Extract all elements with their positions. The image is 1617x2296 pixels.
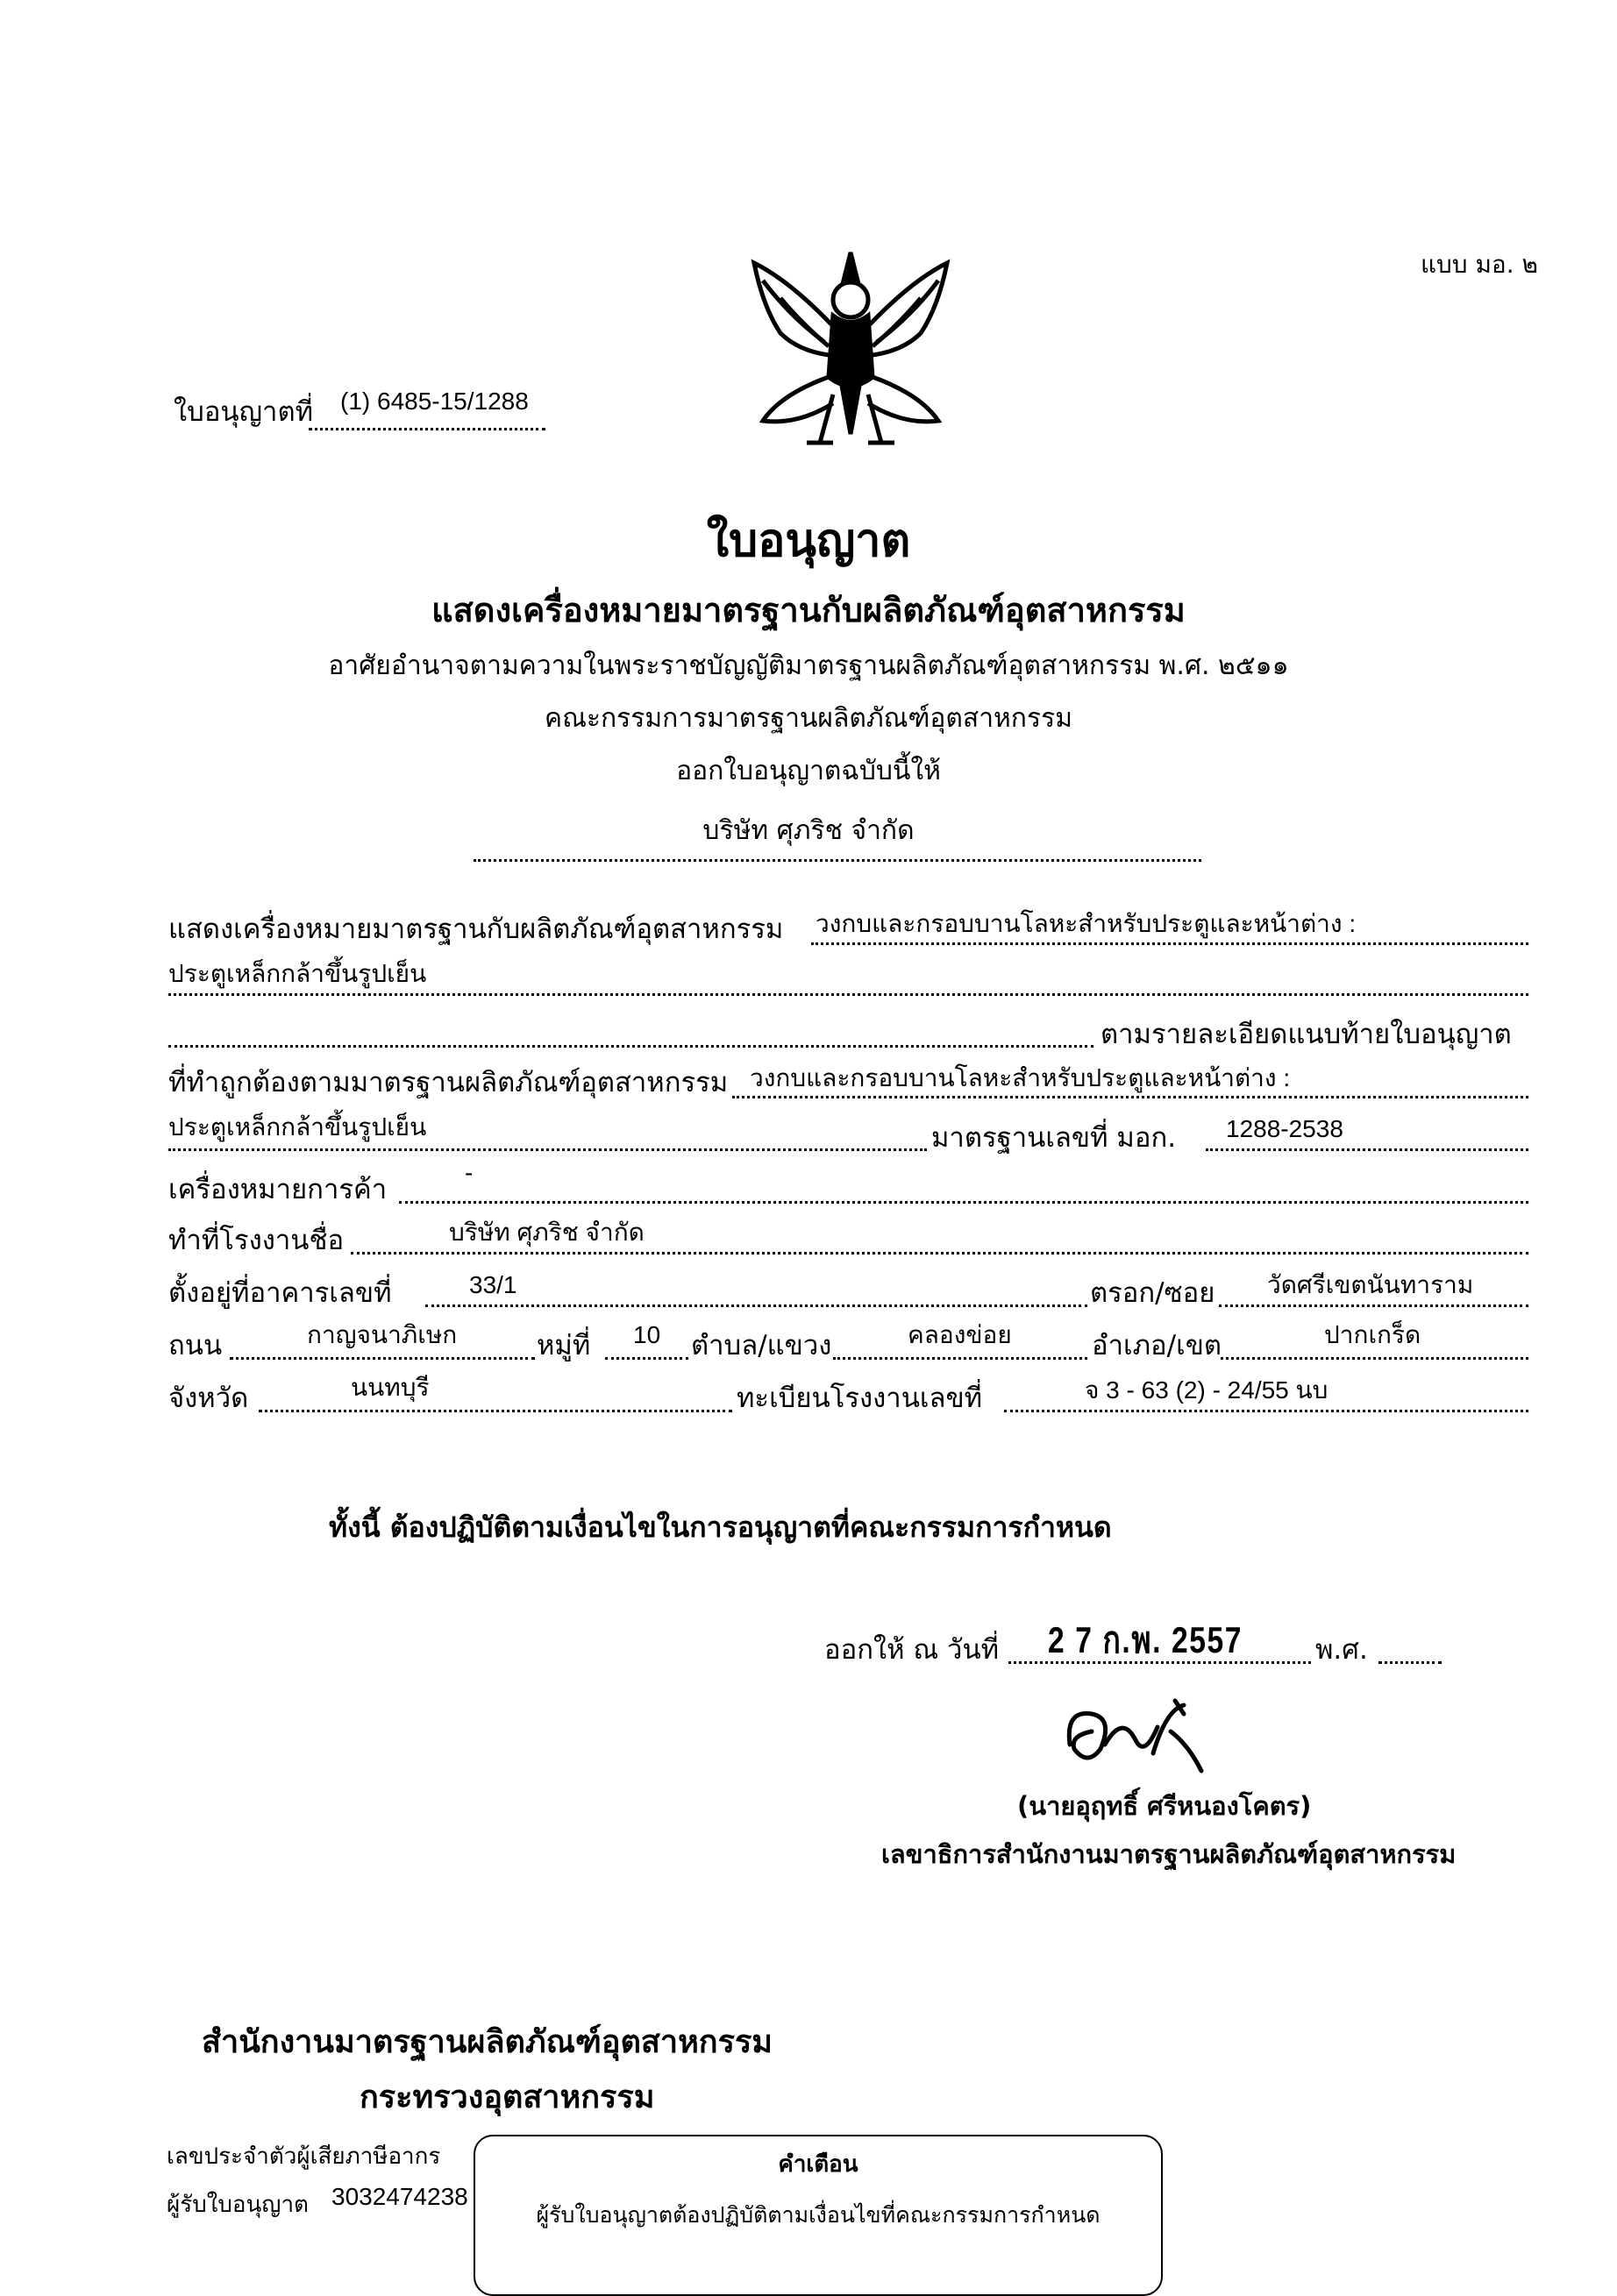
district-value: ปากเกร็ด [1324,1321,1421,1348]
license-number-dotted-line [309,428,545,430]
factory-value: บริษัท ศุภริช จำกัด [449,1219,645,1246]
issue-date-suffix-dotted-line [1378,1661,1442,1664]
tax-holder-label: ผู้รับใบอนุญาต [167,2192,309,2218]
subdistrict-value: คลองข่อย [908,1321,1012,1348]
detail-dotted-line [168,1045,1093,1048]
office-name: สำนักงานมาตรฐานผลิตภัณฑ์อุตสาหกรรม [202,2024,773,2060]
province-dotted-line [259,1410,732,1412]
product-value-2: ประตูเหล็กกล้าขึ้นรูปเย็น [168,960,427,987]
signer-name: (นายอุฤทธิ์ ศรีหนองโคตร) [1017,1791,1312,1821]
alley-label: ตรอก/ซอย [1090,1277,1215,1309]
tax-id-value: 3032474238 [331,2183,468,2210]
moo-value: 10 [633,1321,661,1348]
trademark-dotted-line [399,1201,1528,1204]
alley-value: วัดศรีเขตนันทาราม [1267,1271,1474,1298]
compliant-value-2: ประตูเหล็กกล้าขึ้นรูปเย็น [168,1113,427,1141]
standard-value: 1288-2538 [1226,1115,1343,1142]
warning-title: คำเตือน [778,2151,858,2178]
trademark-value: - [465,1159,474,1186]
product-dotted-line-2 [168,993,1528,996]
compliant-dotted-line-1 [732,1096,1528,1098]
ministry-name: กระทรวงอุตสาหกรรม [360,2079,655,2115]
alley-dotted-line [1219,1304,1528,1307]
factory-dotted-line [351,1252,1528,1255]
issue-date-value: 2 7 ก.พ. 2557 [1048,1619,1243,1660]
product-value-1: วงกบและกรอบบานโลหะสำหรับประตูและหน้าต่าง : [816,910,1357,937]
province-value: นนทบุรี [351,1374,430,1401]
detail-suffix: ตามรายละเอียดแนบท้ายใบอนุญาต [1101,1019,1512,1050]
product-label: แสดงเครื่องหมายมาตรฐานกับผลิตภัณฑ์อุตสาหกรรม [168,913,784,945]
license-number-label: ใบอนุญาตที่ [174,396,314,428]
license-number-value: (1) 6485-15/1288 [340,387,529,415]
form-code: แบบ มอ. ๒ [1420,250,1538,279]
trademark-label: เครื่องหมายการค้า [168,1174,388,1205]
tax-id-label: เลขประจำตัวผู้เสียภาษีอากร [167,2143,441,2170]
building-label: ตั้งอยู่ที่อาคารเลขที่ [168,1277,392,1309]
issue-date-label: ออกให้ ณ วันที่ [824,1634,1000,1666]
moo-dotted-line [605,1357,688,1360]
building-dotted-line [425,1304,1087,1307]
warning-box [474,2135,1163,2296]
factory-reg-label: ทะเบียนโรงงานเลขที่ [737,1383,983,1414]
warning-text: ผู้รับใบอนุญาตต้องปฏิบัติตามเงื่อนไขที่คณะกรรมการกำหนด [536,2202,1101,2228]
standard-dotted-line [1206,1148,1528,1151]
issue-statement: ออกใบอนุญาตฉบับนี้ให้ [676,756,941,786]
licensee-name: บริษัท ศุภริช จำกัด [702,815,915,846]
issue-date-suffix: พ.ศ. [1315,1634,1368,1666]
document-title: ใบอนุญาต [706,515,911,567]
district-dotted-line [1221,1357,1528,1360]
road-dotted-line [230,1357,535,1360]
factory-label: ทำที่โรงงานชื่อ [168,1225,345,1256]
factory-reg-dotted-line [1004,1410,1528,1412]
compliant-value-1: วงกบและกรอบบานโลหะสำหรับประตูและหน้าต่าง : [750,1064,1291,1091]
subdistrict-dotted-line [833,1357,1087,1360]
condition-statement: ทั้งนี้ ต้องปฏิบัติตามเงื่อนไขในการอนุญาตที่คณะกรรมการกำหนด [329,1511,1112,1544]
document-subtitle: แสดงเครื่องหมายมาตรฐานกับผลิตภัณฑ์อุตสาหกรรม [431,591,1186,629]
product-dotted-line-1 [811,942,1528,945]
compliant-label: ที่ทำถูกต้องตามมาตรฐานผลิตภัณฑ์อุตสาหกรรม [168,1067,729,1098]
district-label: อำเภอ/เขต [1092,1330,1222,1361]
building-value: 33/1 [469,1271,517,1298]
signer-title: เลขาธิการสำนักงานมาตรฐานผลิตภัณฑ์อุตสาหกรรม [881,1839,1457,1869]
road-label: ถนน [168,1330,223,1361]
garuda-emblem-icon [728,245,973,456]
subdistrict-label: ตำบล/แขวง [691,1330,832,1361]
moo-label: หมู่ที่ [537,1330,591,1361]
signature-icon [1052,1692,1228,1780]
factory-reg-value: จ 3 - 63 (2) - 24/55 นบ [1085,1376,1329,1404]
standard-label: มาตรฐานเลขที่ มอก. [931,1122,1177,1154]
road-value: กาญจนาภิเษก [307,1321,458,1348]
committee-name: คณะกรรมการมาตรฐานผลิตภัณฑ์อุตสาหกรรม [545,703,1072,734]
compliant-dotted-line-2 [168,1148,927,1151]
licensee-dotted-line [474,859,1201,862]
authority-statement: อาศัยอำนาจตามความในพระราชบัญญัติมาตรฐานผลิตภัณฑ์อุตสาหกรรม พ.ศ. ๒๕๑๑ [328,650,1289,681]
province-label: จังหวัด [168,1383,249,1414]
